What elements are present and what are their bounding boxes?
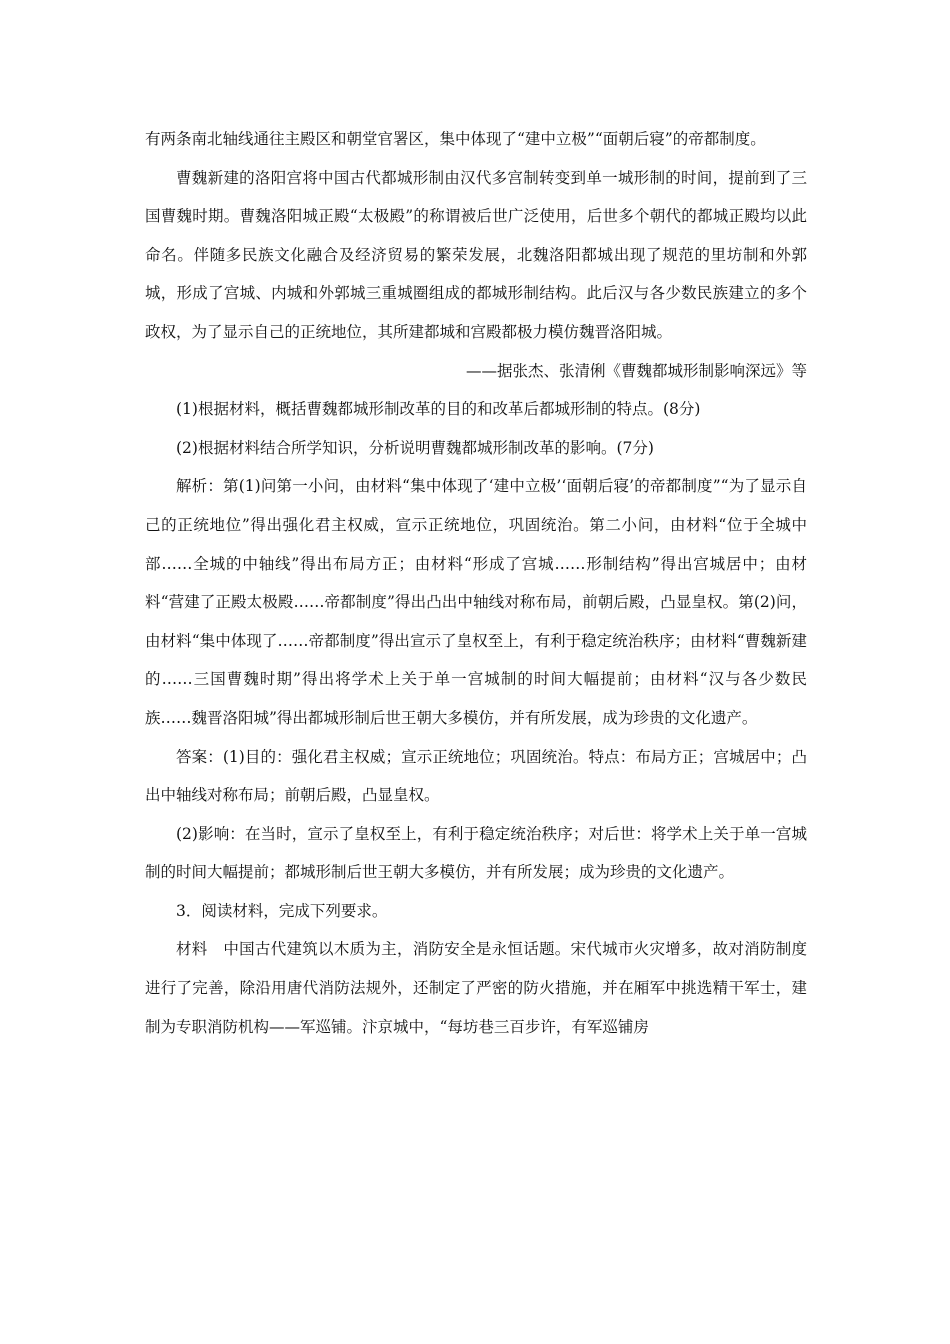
document-body xyxy=(145,120,807,1046)
material-paragraph-cao-wei: 曹魏新建的洛阳宫将中国古代都城形制由汉代多宫制转变到单一城形制的时间，提前到了三国曹魏时期。曹魏洛阳城正殿“太极殿”的称谓被后世广泛使用，后世多个朝代的都城正殿均以此命名。伴随多民族文化融合及经济贸易的繁荣发展，北魏洛阳都城出现了规范的里坊制和外郭城，形成了宫城、内城和外郭城三重城圈组成的都城形制结构。此后汉与各少数民族建立的多个政权，为了显示自己的正统地位，其所建都城和宫殿都极力模仿魏晋洛阳城。 xyxy=(145,168,807,341)
source-citation: ——据张杰、张清俐《曹魏都城形制影响深远》等 xyxy=(465,361,807,380)
answer-paragraph-2: (2)影响：在当时，宣示了皇权至上，有利于稳定统治秩序；对后世：将学术上关于单一宫城制的时间大幅提前；都城形制后世王朝大多模仿，并有所发展；成为珍贵的文化遗产。 xyxy=(145,824,807,882)
answer-paragraph-1: 答案：(1)目的：强化君主权威；宣示正统地位；巩固统治。特点：布局方正；宫城居中；凸出中轴线对称布局；前朝后殿，凸显皇权。 xyxy=(145,747,807,805)
question-2: (2)根据材料结合所学知识，分析说明曹魏都城形制改革的影响。(7分) xyxy=(176,438,654,457)
material-paragraph-song-fire: 材料 中国古代建筑以木质为主，消防安全是永恒话题。宋代城市火灾增多，故对消防制度进行了完善，除沿用唐代消防法规外，还制定了严密的防火措施，并在厢军中挑选精干军士，建制为专职消防机构——军巡铺。汴京城中，“每坊巷三百步许，有军巡铺房 xyxy=(145,940,807,1036)
question-1: (1)根据材料，概括曹魏都城形制改革的目的和改革后都城形制的特点。(8分) xyxy=(176,400,701,419)
question-3-heading: 3．阅读材料，完成下列要求。 xyxy=(176,901,388,920)
analysis-paragraph: 解析：第(1)问第一小问，由材料“集中体现了‘建中立极’‘面朝后寝’的帝都制度”“为了显示自己的正统地位”得出强化君主权威，宣示正统地位，巩固统治。第二小问，由材料“位于全城中部……全城的中轴线”得出布局方正；由材料“形成了宫城……形制结构”得出宫城居中；由材料“营建了正殿太极殿……帝都制度”得出凸出中轴线对称布局，前朝后殿，凸显皇权。第(2)问，由材料“集中体现了……帝都制度”得出宣示了皇权至上，有利于稳定统治秩序；由材料“曹魏新建的……三国曹魏时期”得出将学术上关于单一宫城制的时间大幅提前；由材料“汉与各少数民族……魏晋洛阳城”得出都城形制后世王朝大多模仿，并有所发展，成为珍贵的文化遗产。 xyxy=(145,477,807,727)
material-continuation-paragraph: 有两条南北轴线通往主殿区和朝堂官署区，集中体现了“建中立极”“面朝后寝”的帝都制度。 xyxy=(145,130,766,148)
